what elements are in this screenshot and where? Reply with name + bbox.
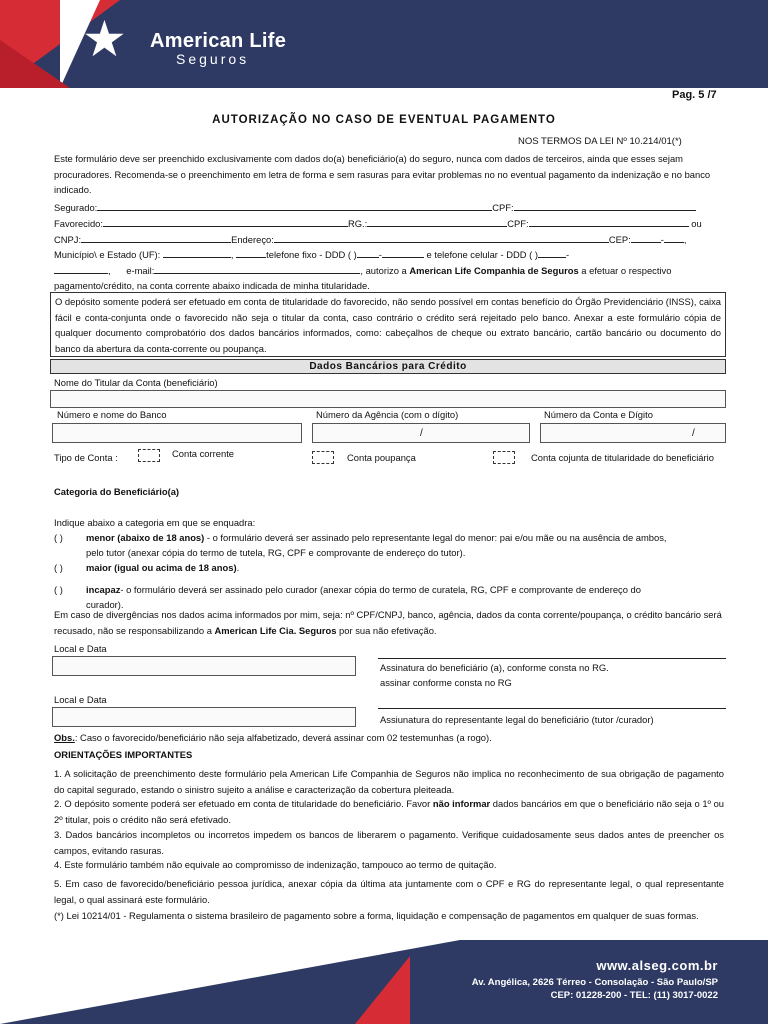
header-banner xyxy=(0,0,768,88)
guideline-2-bold: não informar xyxy=(432,798,491,809)
category-maior xyxy=(54,560,724,576)
rg-label: RG.: xyxy=(347,218,368,229)
cnpj-label: CNPJ: xyxy=(54,234,82,245)
agency-label: Número da Agência (com o dígito) xyxy=(316,409,459,420)
option-conta-conjunta: Conta cojunta de titularidade do beneficiário xyxy=(531,452,714,463)
guideline-5: 5. Em caso de favorecido/beneficiário pessoa jurídica, anexar cópia da última ata juntamente com o CPF e RG do representante legal, o qual representante legal, o qual assinará este formulário. xyxy=(54,878,724,905)
footer-site[interactable]: www.alseg.com.br xyxy=(596,958,718,973)
footer-contact xyxy=(472,958,718,1001)
signature-representante: Assiunatura do representante legal do beneficiário (tutor /curador) xyxy=(380,714,654,725)
email-label: e-mail: xyxy=(126,265,155,276)
autorizo-company: American Life Companhia de Seguros xyxy=(409,265,579,276)
guideline-2-post: dados bancários em que o beneficiário não seja o 1º ou 2º titular, pois o crédito não será efetivado. xyxy=(54,798,724,825)
menor-text2: pelo tutor (anexar cópia do termo de tutela, RG, CPF e comprovante de endereço do tutor). xyxy=(86,547,466,558)
account-type-label: Tipo de Conta : xyxy=(54,452,118,463)
category-title: Categoria do Beneficiário(a) xyxy=(54,486,180,497)
menor-text: - o formulário deverá ser assinado pelo representante legal do menor: pai e/ou mãe ou na ausência de ambos, xyxy=(204,532,667,543)
guideline-4: 4. Este formulário também não equivale ao compromisso de indenização, tampouco ao termo de quitação. xyxy=(54,859,497,870)
footer-banner xyxy=(0,940,768,1024)
cep-label: CEP: xyxy=(608,234,631,245)
page-title: AUTORIZAÇÃO NO CASO DE EVENTUAL PAGAMENTO xyxy=(212,114,556,126)
guideline-3: 3. Dados bancários incompletos ou incorretos impedem os bancos de liberarem o pagamento. Verifique cuidadosamente seus dados antes de preencher os campos, evitando rasuras. xyxy=(54,829,724,856)
local-data-field-1[interactable] xyxy=(52,656,356,676)
menor-bold: menor (abaixo de 18 anos) xyxy=(86,532,205,543)
page-number: Pag. 5 /7 xyxy=(672,89,717,101)
brand-logo xyxy=(150,30,286,67)
segurado-label: Segurado: xyxy=(54,202,98,213)
checkbox-conta-poupanca[interactable] xyxy=(312,451,334,464)
obs-text xyxy=(54,730,724,746)
divergence-text xyxy=(54,607,724,638)
municipio-line: Município\ e Estado (UF): , telefone fixo - DDD ( ) - e telefone celular - DDD ( ) - xyxy=(54,249,570,260)
favorecido-cpf-label: CPF: xyxy=(507,218,529,229)
checkbox-conta-corrente[interactable] xyxy=(138,449,160,462)
footnote: (*) Lei 10214/01 - Regulamenta o sistema brasileiro de pagamento sobre a forma, liquidação e compensação de pagamentos em qualquer de suas formas. xyxy=(54,910,699,921)
pagamento-line: pagamento/crédito, na conta corrente abaixo indicada de minha titularidade. xyxy=(54,280,370,291)
segurado-line xyxy=(54,200,724,216)
sig1-line1: Assinatura do beneficiário (a), conforme consta no RG. xyxy=(380,662,609,673)
incapaz-text2: curador). xyxy=(86,599,124,610)
checkbox-menor[interactable]: ( ) xyxy=(54,532,63,543)
checkbox-maior[interactable]: ( ) xyxy=(54,562,63,573)
signature-beneficiario xyxy=(380,660,609,690)
autorizo-pre: , autorizo a xyxy=(360,265,407,276)
law-reference: NOS TERMOS DA LEI Nº 10.214/01(*) xyxy=(518,136,682,147)
incapaz-text: - o formulário deverá ser assinado pelo curador (anexar cópia do termo de curatela, RG, CPF e comprovante de endereço do xyxy=(120,584,641,595)
favorecido-line xyxy=(54,216,724,232)
telefone-fixo-label: telefone fixo - DDD ( ) xyxy=(266,249,357,260)
agency-slash: / xyxy=(420,428,423,439)
bank-section-title: Dados Bancários para Crédito xyxy=(50,359,726,374)
local-data-label-2: Local e Data xyxy=(54,694,107,705)
option-conta-poupanca: Conta poupança xyxy=(347,452,416,463)
autorizo-post: a efetuar o respectivo xyxy=(581,265,672,276)
brand-sub: Seguros xyxy=(176,51,250,67)
ou-label: ou xyxy=(691,218,702,229)
email-line: , e-mail: , autorizo a American Life Companhia de Seguros a efetuar o respectivo xyxy=(54,263,724,279)
divergence-post: por sua não efetivação. xyxy=(336,624,437,636)
category-incapaz xyxy=(54,582,724,598)
municipio-label: Município\ e Estado (UF): xyxy=(54,249,161,260)
telefone-celular-label: e telefone celular - DDD ( ) xyxy=(426,249,539,260)
maior-text: . xyxy=(236,562,240,573)
incapaz-bold: incapaz xyxy=(86,584,121,595)
endereco-label: Endereço: xyxy=(231,234,274,245)
guideline-2-pre: 2. O depósito somente poderá ser efetuado em conta de titularidade do beneficiário. Favor xyxy=(54,798,433,809)
checkbox-conta-conjunta[interactable] xyxy=(493,451,515,464)
holder-name-field[interactable] xyxy=(50,390,726,408)
footer-phone: CEP: 01228-200 - TEL: (11) 3017-0022 xyxy=(550,990,718,1001)
guidelines-title: ORIENTAÇÕES IMPORTANTES xyxy=(54,749,193,760)
obs-body: : Caso o favorecido/beneficiário não seja alfabetizado, deverá assinar com 02 testemunhas (a rogo). xyxy=(74,732,492,743)
bank-field[interactable] xyxy=(52,423,302,443)
guideline-2 xyxy=(54,796,724,827)
cnpj-line: CNPJ: Endereço: CEP: - , xyxy=(54,234,687,245)
checkbox-incapaz[interactable]: ( ) xyxy=(54,584,63,595)
sig1-line2: assinar conforme consta no RG xyxy=(380,677,512,688)
segurado-cpf-label: CPF: xyxy=(492,202,514,213)
local-data-field-2[interactable] xyxy=(52,707,356,727)
local-data-label-1: Local e Data xyxy=(54,643,107,654)
signature-line-2 xyxy=(378,708,726,709)
intro-text: Este formulário deve ser preenchido exclusivamente com dados do(a) beneficiário(a) do seguro, nunca com dados de terceiros, ainda que esses sejam procuradores. Recomenda-se o preenchimento em letra de forma e sem rasuras para evitar problemas no no eventual pagamento da indenização e no banco indicado. xyxy=(54,153,711,195)
category-menor xyxy=(54,530,724,546)
guideline-1: 1. A solicitação de preenchimento deste formulário pela American Life Companhia de Seguros não implica no reconhecimento de sua obrigação de pagamento do capital segurado, estando o sinistro sujeito a análise e caracterização da cobertura pleiteada. xyxy=(54,768,724,795)
obs-label: Obs. xyxy=(54,732,75,743)
star-logo-icon: ★ xyxy=(82,10,127,68)
maior-bold: maior (igual ou acima de 18 anos) xyxy=(86,562,237,573)
deposit-notice-box: O depósito somente poderá ser efetuado em conta de titularidade do favorecido, não sendo possível em contas benefício do Órgão Previdenciário (INSS), caixa fácil e conta-conjunta onde o favorecido não seja o titular da conta, caso contrário o crédito será rejeitado pelo banco. Anexar a este formulário cópia de qualquer documento comprobatório dos dados bancários informados, como: cabeçalhos de cheque ou extrato bancário, cartão bancário ou documento do banco da abertura da conta-corrente ou poupança. xyxy=(50,292,726,357)
divergence-company: American Life Cia. Seguros xyxy=(214,624,337,636)
account-label: Número da Conta e Dígito xyxy=(544,409,653,420)
footer-address: Av. Angélica, 2626 Térreo - Consolação - São Paulo/SP xyxy=(471,977,718,988)
bank-label: Número e nome do Banco xyxy=(57,409,167,420)
holder-label: Nome do Titular da Conta (beneficiário) xyxy=(54,377,218,388)
brand-name: American Life xyxy=(150,30,287,52)
account-field[interactable] xyxy=(540,423,726,443)
signature-line-1 xyxy=(378,658,726,659)
favorecido-label: Favorecido: xyxy=(54,218,103,229)
divergence-pre: Em caso de divergências nos dados acima informados por mim, seja: nº CPF/CNPJ, banco, agência, dados da conta corrente/poupança, o crédito bancário será recusado, não se responsabilizando a xyxy=(54,609,722,636)
option-conta-corrente: Conta corrente xyxy=(172,448,235,459)
account-slash: / xyxy=(692,428,695,439)
category-instruction: Indique abaixo a categoria em que se enquadra: xyxy=(54,517,256,528)
